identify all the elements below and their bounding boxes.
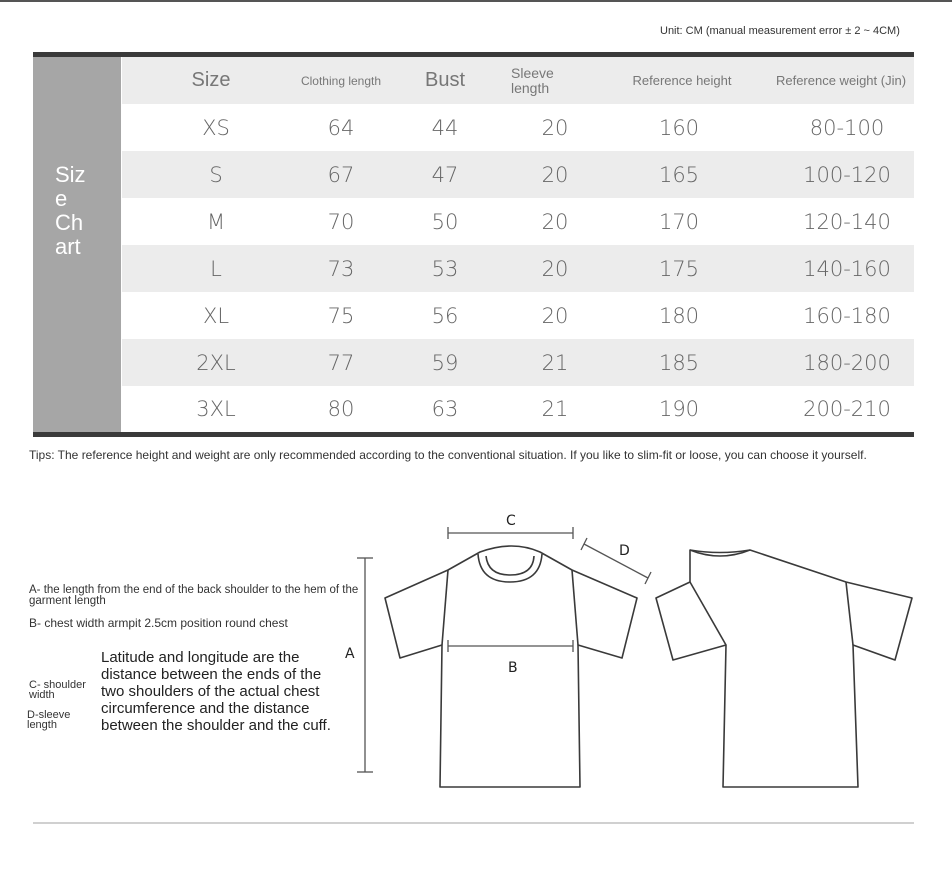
reference-height-cell: 180 bbox=[658, 303, 700, 328]
size-chart-title-line: e bbox=[55, 186, 68, 211]
bust-cell: 63 bbox=[431, 397, 459, 421]
bust-cell: 59 bbox=[431, 350, 459, 375]
reference-height-cell: 175 bbox=[658, 256, 700, 281]
reference-weight-cell: 120-140 bbox=[803, 209, 891, 234]
legend-d: D-sleeve length bbox=[27, 709, 71, 731]
bust-cell: 47 bbox=[431, 162, 459, 187]
front-collar bbox=[478, 554, 542, 582]
back-left-armhole bbox=[690, 582, 726, 645]
size-chart-side-panel bbox=[33, 57, 121, 432]
bust-cell: 53 bbox=[431, 256, 459, 281]
table-row bbox=[122, 151, 914, 198]
reference-weight-cell: 80-100 bbox=[809, 115, 885, 140]
table-row bbox=[122, 292, 914, 339]
back-right-armhole bbox=[846, 582, 853, 645]
sleeve-length-cell: 20 bbox=[541, 303, 569, 328]
table-row bbox=[122, 386, 914, 432]
column-header-size: Size bbox=[191, 69, 231, 91]
clothing-length-cell: 77 bbox=[327, 350, 355, 375]
reference-weight-cell: 160-180 bbox=[803, 303, 891, 328]
reference-weight-cell: 200-210 bbox=[803, 397, 891, 421]
size-cell: S bbox=[209, 162, 223, 187]
unit-note: Unit: CM (manual measurement error ± 2 ~ 4CM) bbox=[660, 25, 900, 37]
bust-cell: 56 bbox=[431, 303, 459, 328]
sleeve-length-cell: 20 bbox=[541, 115, 569, 140]
bottom-divider bbox=[33, 822, 914, 824]
size-cell: M bbox=[206, 209, 226, 234]
reference-height-cell: 160 bbox=[658, 115, 700, 140]
diagram-label-c: C bbox=[506, 513, 516, 529]
sleeve-length-cell: 21 bbox=[541, 350, 569, 375]
reference-weight-cell: 140-160 bbox=[803, 256, 891, 281]
measure-line-d bbox=[584, 544, 648, 578]
top-divider bbox=[0, 0, 952, 2]
reference-height-cell: 185 bbox=[658, 350, 700, 375]
front-right-armhole bbox=[572, 570, 578, 645]
bust-cell: 44 bbox=[431, 115, 459, 140]
clothing-length-cell: 80 bbox=[327, 397, 355, 421]
size-cell: 3XL bbox=[196, 397, 236, 421]
table-row bbox=[122, 198, 914, 245]
column-header-reference-height: Reference height bbox=[632, 73, 732, 88]
size-cell: L bbox=[210, 256, 222, 281]
clothing-length-cell: 70 bbox=[327, 209, 355, 234]
measurement-explanation: Latitude and longitude are the distance between the ends of the two shoulders of the actual chest circumference and the distance between the shoulder and the cuff. bbox=[101, 649, 331, 734]
table-row bbox=[122, 104, 914, 151]
size-chart-title bbox=[55, 163, 95, 259]
diagram-label-b: B bbox=[508, 660, 518, 676]
size-chart-table bbox=[33, 52, 914, 437]
size-cell: XS bbox=[202, 115, 230, 140]
reference-weight-cell: 100-120 bbox=[803, 162, 891, 187]
reference-weight-cell: 180-200 bbox=[803, 350, 891, 375]
reference-height-cell: 170 bbox=[658, 209, 700, 234]
size-cell: 2XL bbox=[196, 350, 236, 375]
clothing-length-cell: 73 bbox=[327, 256, 355, 281]
diagram-label-a: A bbox=[345, 646, 355, 662]
size-cell: XL bbox=[202, 303, 230, 328]
clothing-length-cell: 67 bbox=[327, 162, 355, 187]
tips-text: Tips: The reference height and weight are only recommended according to the conventional situation. If you like to slim-fit or loose, you can choose it yourself. bbox=[29, 448, 867, 462]
size-chart-title-line: Siz bbox=[55, 162, 86, 187]
size-chart-title-line: art bbox=[55, 234, 81, 259]
table-header-row bbox=[122, 57, 914, 104]
tshirt-measurement-diagram bbox=[340, 500, 940, 810]
table-bottom-border bbox=[33, 432, 914, 437]
diagram-label-d: D bbox=[619, 543, 630, 559]
sleeve-length-cell: 21 bbox=[541, 397, 569, 421]
table-row bbox=[122, 245, 914, 292]
clothing-length-cell: 64 bbox=[327, 115, 355, 140]
size-chart-title-line: Ch bbox=[55, 210, 84, 235]
table-row bbox=[122, 339, 914, 386]
bust-cell: 50 bbox=[431, 209, 459, 234]
reference-height-cell: 165 bbox=[658, 162, 700, 187]
back-tshirt-outline bbox=[656, 550, 912, 787]
legend-c: C- shoulder width bbox=[29, 679, 86, 701]
column-header-bust: Bust bbox=[424, 69, 466, 91]
sleeve-length-cell: 20 bbox=[541, 162, 569, 187]
front-collar-inner bbox=[486, 556, 534, 575]
reference-height-cell: 190 bbox=[658, 397, 700, 421]
column-header-sleeve-length: Sleeve length bbox=[511, 64, 554, 96]
sleeve-length-cell: 20 bbox=[541, 256, 569, 281]
sleeve-length-cell: 20 bbox=[541, 209, 569, 234]
column-header-reference-weight: Reference weight (Jin) bbox=[775, 73, 907, 88]
clothing-length-cell: 75 bbox=[327, 303, 355, 328]
column-header-clothing-length: Clothing length bbox=[300, 73, 382, 88]
legend-a: A- the length from the end of the back shoulder to the hem of the garment length bbox=[29, 584, 359, 607]
legend-b: B- chest width armpit 2.5cm position round chest bbox=[29, 616, 288, 630]
front-left-armhole bbox=[442, 570, 448, 645]
